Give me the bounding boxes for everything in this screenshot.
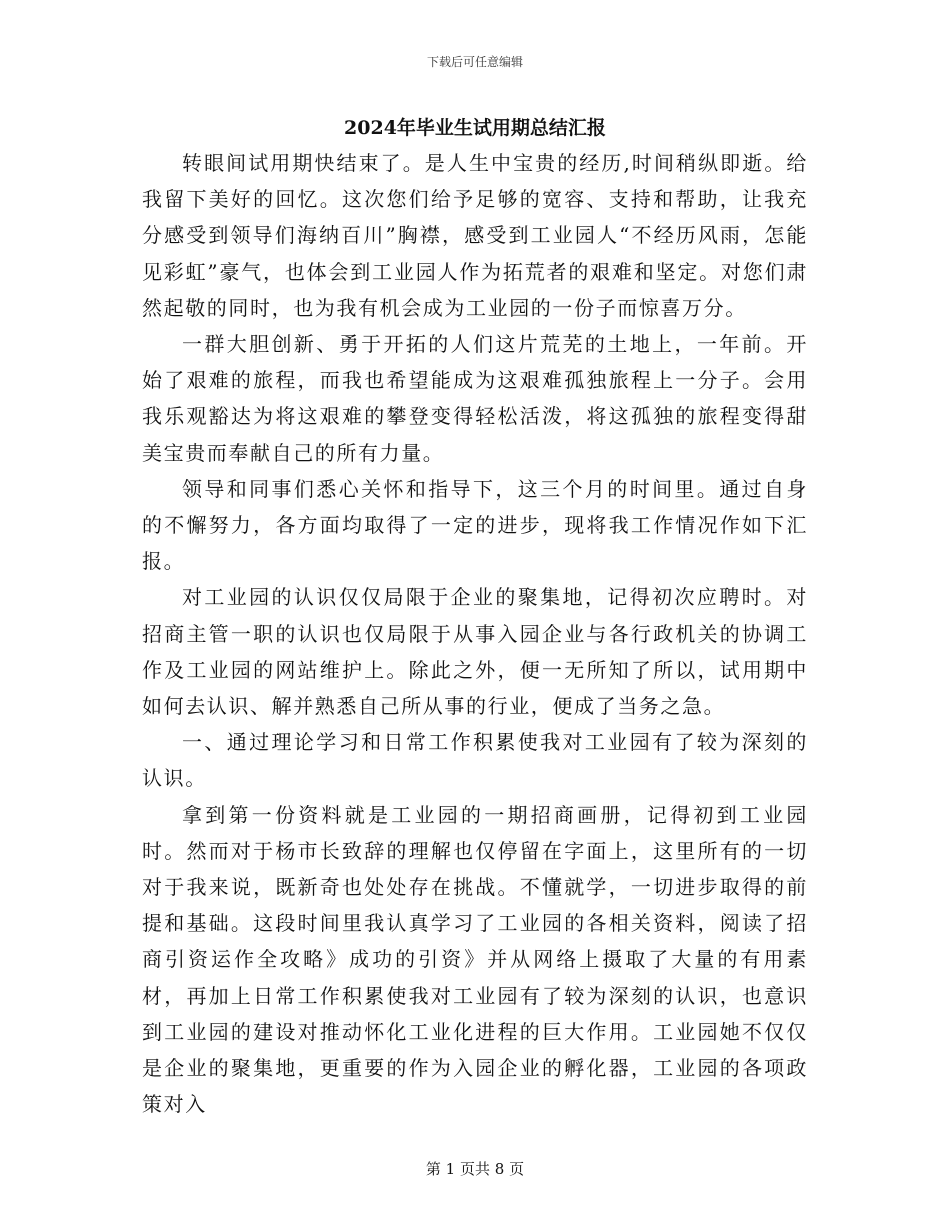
paragraph-5: 拿到第一份资料就是工业园的一期招商画册，记得初到工业园时。然而对于杨市长致辞的理解也仅停留在字面上，这里所有的一切对于我来说，既新奇也处处存在挑战。不懂就学，一切进步取得的前提和基础。这段时间里我认真学习了工业园的各相关资料，阅读了招商引资运作全攻略》成功的引资》并从网络上摄取了大量的有用素材，再加上日常工作积累使我对工业园有了较为深刻的认识，也意识到工业园的建设对推动怀化工业化进程的巨大作用。工业园她不仅仅是企业的聚集地，更重要的作为入园企业的孵化器，工业园的各项政策对入 [142,802,808,1117]
paragraph-4: 对工业园的认识仅仅局限于企业的聚集地，记得初次应聘时。对招商主管一职的认识也仅局限于从事入园企业与各行政机关的协调工作及工业园的网站维护上。除此之外，便一无所知了所以，试用期中如何去认识、解并熟悉自己所从事的行业，便成了当务之急。 [142,585,808,719]
document-title: 2024年毕业生试用期总结汇报 [344,117,606,139]
document-body [142,145,808,1122]
section-heading-1: 一、通过理论学习和日常工作积累使我对工业园有了较为深刻的认识。 [142,730,808,791]
paragraph-3: 领导和同事们悉心关怀和指导下，这三个月的时间里。通过自身的不懈努力，各方面均取得了一定的进步，现将我工作情况作如下汇报。 [142,476,808,574]
paragraph-2: 一群大胆创新、勇于开拓的人们这片荒芜的土地上，一年前。开始了艰难的旅程，而我也希望能成为这艰难孤独旅程上一分子。会用我乐观豁达为将这艰难的攀登变得轻松活泼，将这孤独的旅程变得甜美宝贵而奉献自己的所有力量。 [142,332,808,465]
header-note: 下载后可任意编辑 [426,55,523,69]
paragraph-1: 转眼间试用期快结束了。是人生中宝贵的经历,时间稍纵即逝。给我留下美好的回忆。这次您们给予足够的宽容、支持和帮助，让我充分感受到领导们海纳百川”胸襟，感受到工业园人“不经历风雨，怎能见彩虹”豪气，也体会到工业园人作为拓荒者的艰难和坚定。对您们肃然起敬的同时，也为我有机会成为工业园的一份子而惊喜万分。 [142,151,808,320]
page-number: 第 1 页共 8 页 [425,1160,525,1178]
